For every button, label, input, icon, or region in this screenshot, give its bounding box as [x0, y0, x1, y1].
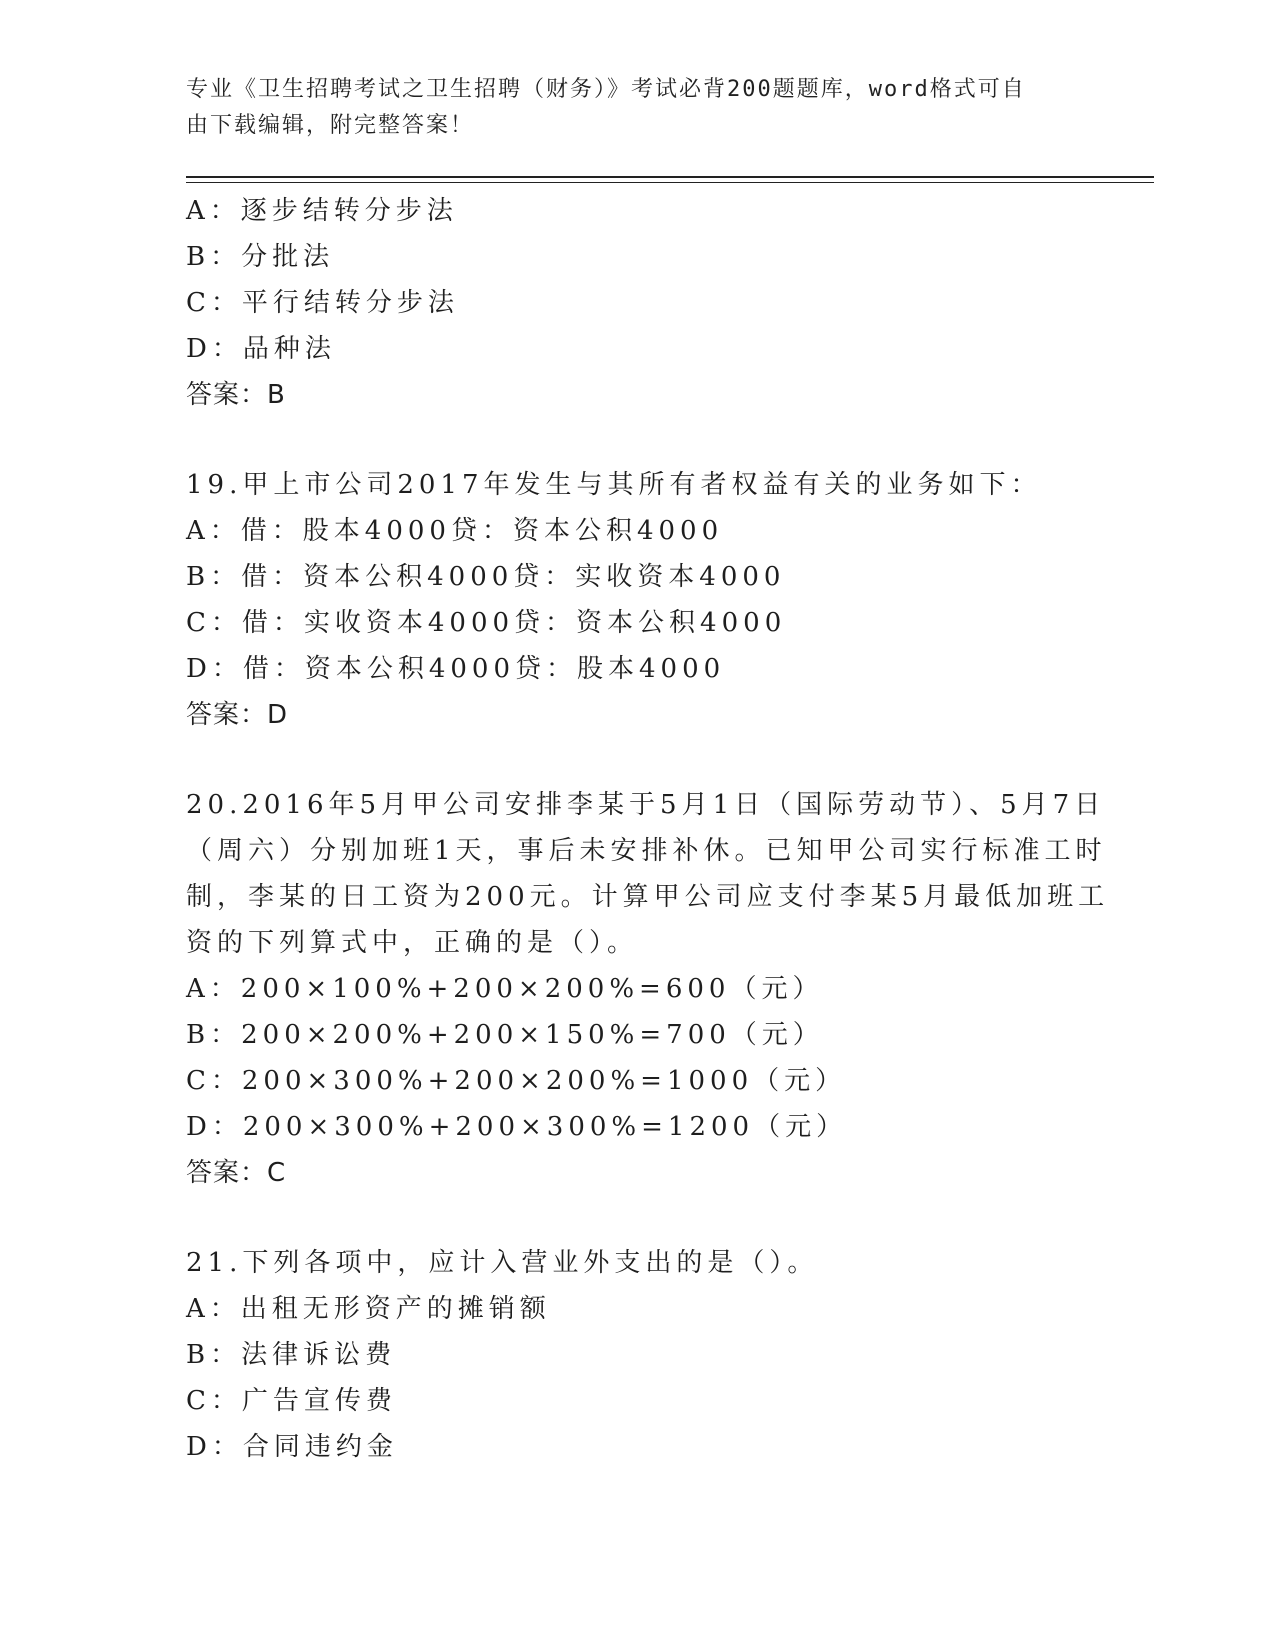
option-c: C：200×300%+200×200%=1000（元） — [186, 1066, 847, 1096]
option-b: B：借：资本公积4000贷：实收资本4000 — [186, 562, 786, 592]
question-block-20 — [186, 782, 1110, 1196]
option-a: A：200×100%+200×200%=600（元） — [186, 974, 824, 1004]
option-c: C：广告宣传费 — [186, 1386, 397, 1416]
block-gap — [186, 1196, 1086, 1240]
answer-line: 答案：C — [186, 1158, 287, 1188]
block-gap — [186, 418, 1086, 462]
question-stem: 19.甲上市公司2017年发生与其所有者权益有关的业务如下： — [186, 470, 1042, 500]
option-d: D：品种法 — [186, 334, 336, 364]
question-stem-line-4: 资的下列算式中，正确的是（）。 — [186, 928, 639, 958]
option-c: C：借：实收资本4000贷：资本公积4000 — [186, 608, 787, 638]
question-block-19 — [186, 462, 1086, 738]
header-divider-thick — [186, 176, 1154, 178]
question-list — [186, 188, 1110, 1470]
question-stem-line-2: （周六）分别加班1天，事后未安排补休。已知甲公司实行标准工时 — [186, 836, 1107, 866]
question-stem-line-1: 20.2016年5月甲公司安排李某于5月1日（国际劳动节）、5月7日 — [186, 790, 1106, 820]
option-b: B：分批法 — [186, 242, 335, 272]
option-b: B：法律诉讼费 — [186, 1340, 397, 1370]
option-a: A：出租无形资产的摊销额 — [186, 1294, 551, 1324]
option-d: D：200×300%+200×300%=1200（元） — [186, 1112, 848, 1142]
block-gap — [186, 738, 1086, 782]
option-d: D：借：资本公积4000贷：股本4000 — [186, 654, 726, 684]
header-line-2: 由下载编辑，附完整答案！ — [186, 113, 475, 138]
answer-line: 答案：B — [186, 380, 286, 410]
document-header — [186, 72, 1066, 144]
option-b: B：200×200%+200×150%=700（元） — [186, 1020, 824, 1050]
option-a: A：逐步结转分步法 — [186, 196, 458, 226]
answer-line: 答案：D — [186, 700, 289, 730]
option-d: D：合同违约金 — [186, 1432, 398, 1462]
header-divider-thin — [186, 182, 1154, 183]
question-stem-line-3: 制，李某的日工资为200元。计算甲公司应支付李某5月最低加班工 — [186, 882, 1110, 912]
option-c: C：平行结转分步法 — [186, 288, 459, 318]
option-a: A：借：股本4000贷：资本公积4000 — [186, 516, 724, 546]
header-line-1: 专业《卫生招聘考试之卫生招聘（财务）》考试必背200题题库，word格式可自 — [186, 77, 1026, 102]
question-block-18 — [186, 188, 1086, 418]
question-block-21 — [186, 1240, 1086, 1470]
question-stem: 21.下列各项中，应计入营业外支出的是（）。 — [186, 1248, 819, 1278]
